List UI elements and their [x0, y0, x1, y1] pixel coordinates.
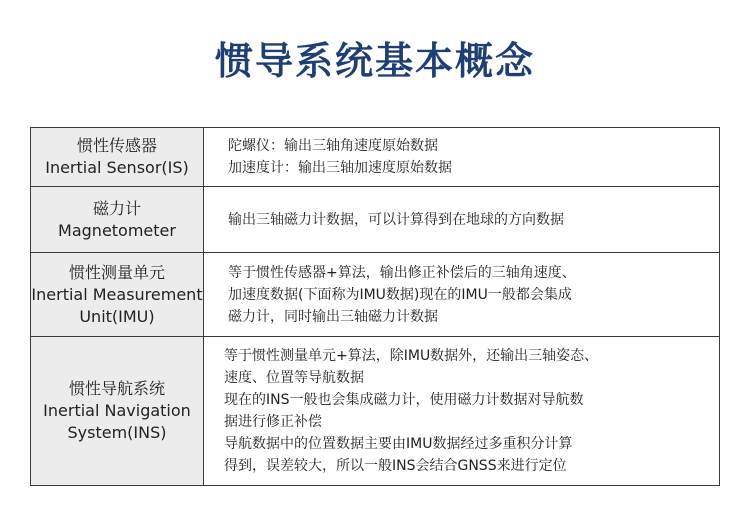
description-line: 加速度数据(下面称为IMU数据)现在的IMU一般都会集成 — [228, 286, 572, 303]
term-cell — [31, 187, 204, 253]
description-line: 导航数据中的位置数据主要由IMU数据经过多重积分计算 — [224, 436, 573, 452]
term-cell — [31, 253, 204, 337]
page-title: 惯导系统基本概念 — [214, 39, 535, 83]
table-row — [31, 253, 720, 337]
table-row — [31, 337, 720, 486]
term-chinese: 磁力计 — [92, 198, 141, 218]
term-cell — [31, 128, 204, 187]
description-cell — [204, 128, 720, 187]
description-cell — [204, 187, 720, 253]
description-line: 现在的INS一般也会集成磁力计，使用磁力计数据对导航数 — [224, 392, 584, 408]
term-cell — [31, 337, 204, 486]
description-line: 磁力计，同时输出三轴磁力计数据 — [228, 308, 438, 325]
description-cell — [204, 337, 720, 486]
term-english: Inertial Navigation — [43, 401, 191, 420]
description-cell — [204, 253, 720, 337]
term-english: System(INS) — [67, 423, 167, 442]
description-line: 等于惯性测量单元+算法，除IMU数据外，还输出三轴姿态、 — [224, 348, 599, 364]
term-english: Inertial Sensor(IS) — [45, 158, 189, 177]
term-chinese: 惯性传感器 — [76, 136, 157, 155]
concept-table — [30, 127, 720, 486]
description-line: 速度、位置等导航数据 — [224, 370, 364, 386]
table-row — [31, 187, 720, 253]
description-line: 陀螺仪：输出三轴角速度原始数据 — [228, 138, 438, 154]
term-english: Unit(IMU) — [79, 306, 155, 326]
term-chinese: 惯性导航系统 — [68, 379, 165, 398]
table-row — [31, 128, 720, 187]
term-english: Inertial Measurement — [31, 284, 203, 304]
description-line: 加速度计：输出三轴加速度原始数据 — [228, 160, 452, 176]
term-english: Magnetometer — [58, 220, 176, 240]
description-line: 得到，误差较大，所以一般INS会结合GNSS来进行定位 — [224, 458, 567, 474]
term-chinese: 惯性测量单元 — [68, 262, 165, 282]
description-line: 等于惯性传感器+算法，输出修正补偿后的三轴角速度、 — [228, 264, 576, 281]
description-line: 据进行修正补偿 — [224, 414, 322, 430]
description-line: 输出三轴磁力计数据，可以计算得到在地球的方向数据 — [228, 211, 564, 228]
